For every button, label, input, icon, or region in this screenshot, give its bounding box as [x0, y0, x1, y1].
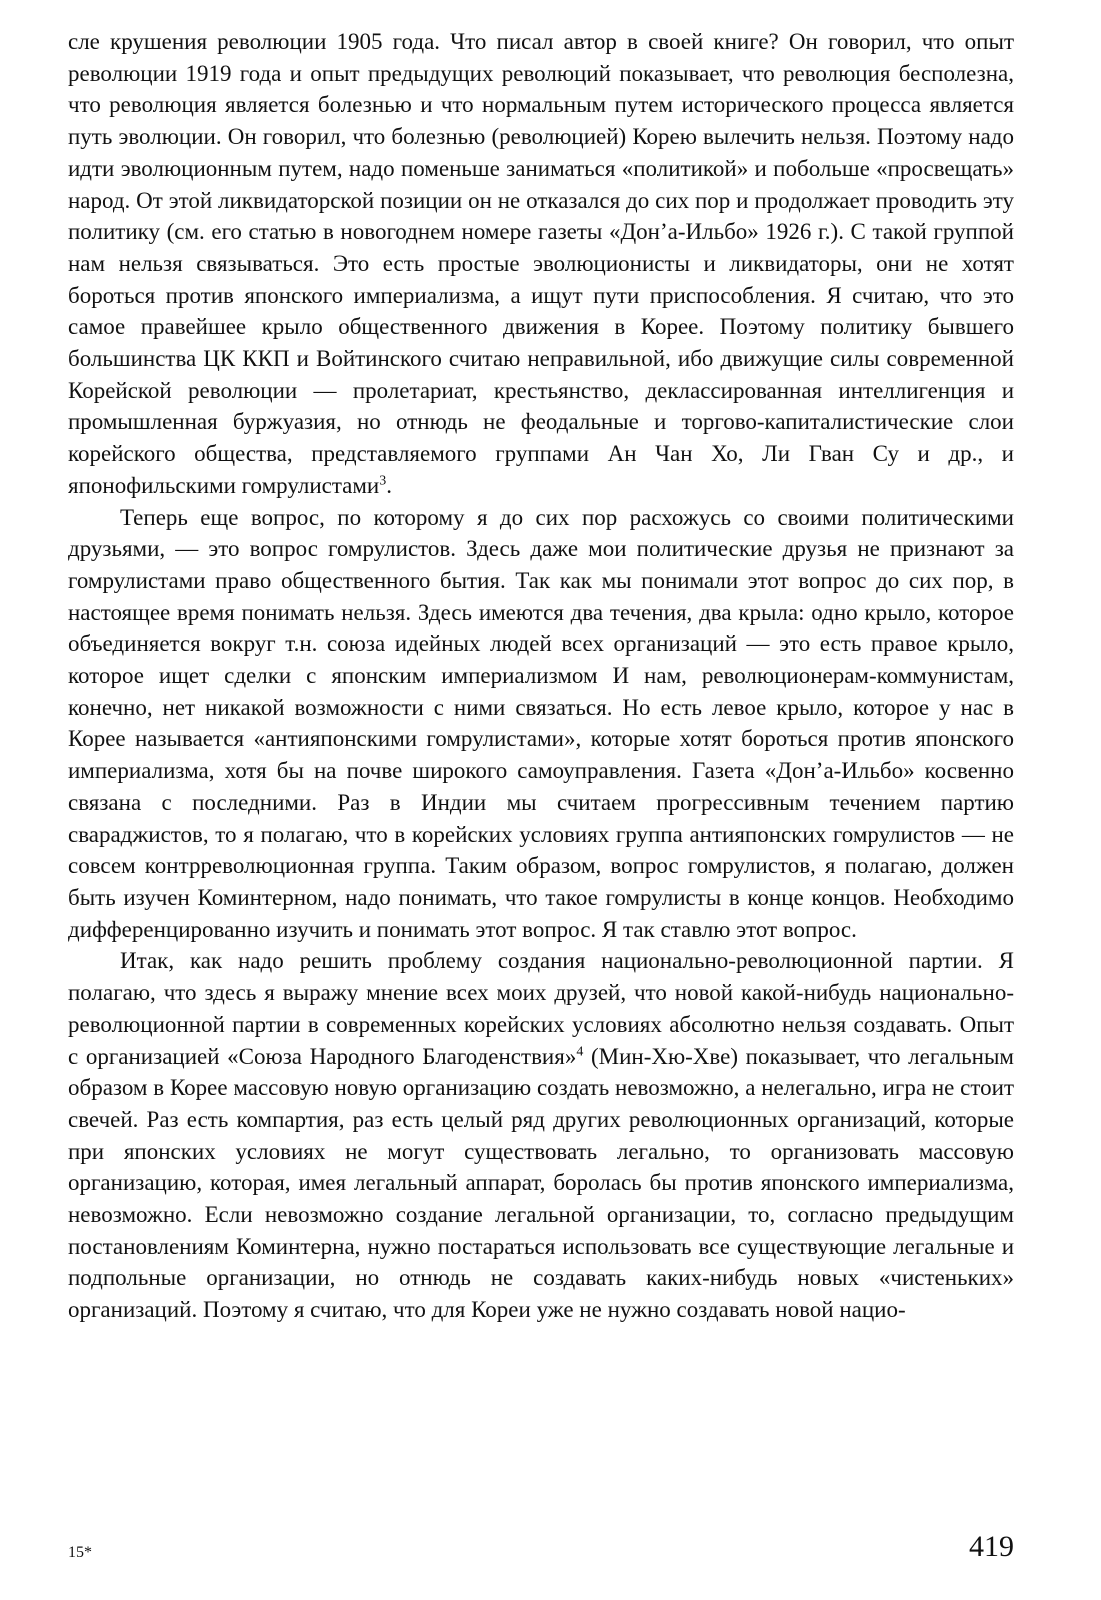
- page-body: [68, 26, 1014, 1326]
- paragraph-3-continuation: (Мин-Хю-Хве) показывает, что легальным образом в Корее массовую новую организацию создать невозможно, а нелегально, игра не стоит свечей. Раз есть компартия, раз есть целый ряд других революционных организаций, которые при японских условиях не могут существовать легально, то организовать массовую организацию, которая, имея легальный аппарат, боролась бы против японского империализма, невозможно. Если невозможно создание легальной организации, то, согласно предыдущим постановлениям Коминтерна, нужно постараться использовать все существующие легальные и подпольные организации, но отнюдь не создавать каких-нибудь новых «чистеньких» организаций. Поэтому я считаю, что для Кореи уже не нужно создавать новой нацио-: [68, 1043, 1014, 1323]
- printer-signature: 15*: [68, 1544, 92, 1561]
- paragraph-2-text: Теперь еще вопрос, по которому я до сих пор расхожусь со своими политическими друзьями, — это вопрос гомрулистов. Здесь даже мои политические друзья не признают за гомрулистами право общественного бытия. Так как мы понимали этот вопрос до сих пор, в настоящее время понимать нельзя. Здесь имеются два течения, два крыла: одно крыло, которое объединяется вокруг т.н. союза идейных людей всех организаций — это есть правое крыло, которое ищет сделки с японским империализмом И нам, революционерам-коммунистам, конечно, нет никакой возможности с ними связаться. Но есть левое крыло, которое у нас в Корее называется «антияпонскими гомрулистами», которые хотят бороться против японского империализма, хотя бы на почве широкого самоуправления. Газета «Дон’а-Ильбо» косвенно связана с последними. Раз в Индии мы считаем прогрессивным течением партию свараджистов, то я полагаю, что в корейских условиях группа антияпонских гомрулистов — не совсем контрреволюционная группа. Таким образом, вопрос гомрулистов, я полагаю, должен быть изучен Коминтерном, надо понимать, что такое гомрулисты в конце концов. Необходимо дифференцированно изучить и понимать этот вопрос. Я так ставлю этот вопрос.: [68, 504, 1014, 942]
- paragraph-2: [68, 502, 1014, 946]
- paragraph-3: [68, 945, 1014, 1325]
- footnote-ref-3[interactable]: 3: [379, 473, 387, 489]
- paragraph-1-end: .: [386, 472, 392, 498]
- paragraph-1-text: сле крушения революции 1905 года. Что писал автор в своей книге? Он говорил, что опыт революции 1919 года и опыт предыдущих революций показывает, что революция бесполезна, что революция является болезнью и что нормальным путем исторического процесса является путь эволюции. Он говорил, что болезнью (революцией) Корею вылечить нельзя. Поэтому надо идти эволюционным путем, надо поменьше заниматься «политикой» и побольше «просвещать» народ. От этой ликвидаторской позиции он не отказался до сих пор и продолжает проводить эту политику (см. его статью в новогоднем номере газеты «Дон’а-Ильбо» 1926 г.). С такой группой нам нельзя связываться. Это есть простые эволюционисты и ликвидаторы, они не хотят бороться против японского империализма, а ищут пути приспособления. Я считаю, что это самое правейшее крыло общественного движения в Корее. Поэтому политику бывшего большинства ЦК ККП и Войтинского считаю неправильной, ибо движущие силы современной Корейской революции — пролетариат, крестьянство, деклассированная интеллигенция и промышленная буржуазия, но отнюдь не феодальные и торгово-капиталистические слои корейского общества, представляемого группами Ан Чан Хо, Ли Гван Су и др., и японофильскими гомрулистами: [68, 29, 1014, 498]
- paragraph-3-text: Итак, как надо решить проблему создания национально-революционной партии. Я полагаю, что здесь я выражу мнение всех моих друзей, что новой какой-нибудь национально-революционной партии в современных корейских условиях абсолютно нельзя создавать. Опыт с организацией «Союза Народного Благоденствия»: [68, 948, 1014, 1069]
- page-footer: [68, 1530, 1014, 1570]
- paragraph-1: [68, 26, 1014, 502]
- page-number: 419: [969, 1530, 1014, 1563]
- footnote-ref-4[interactable]: 4: [576, 1043, 584, 1059]
